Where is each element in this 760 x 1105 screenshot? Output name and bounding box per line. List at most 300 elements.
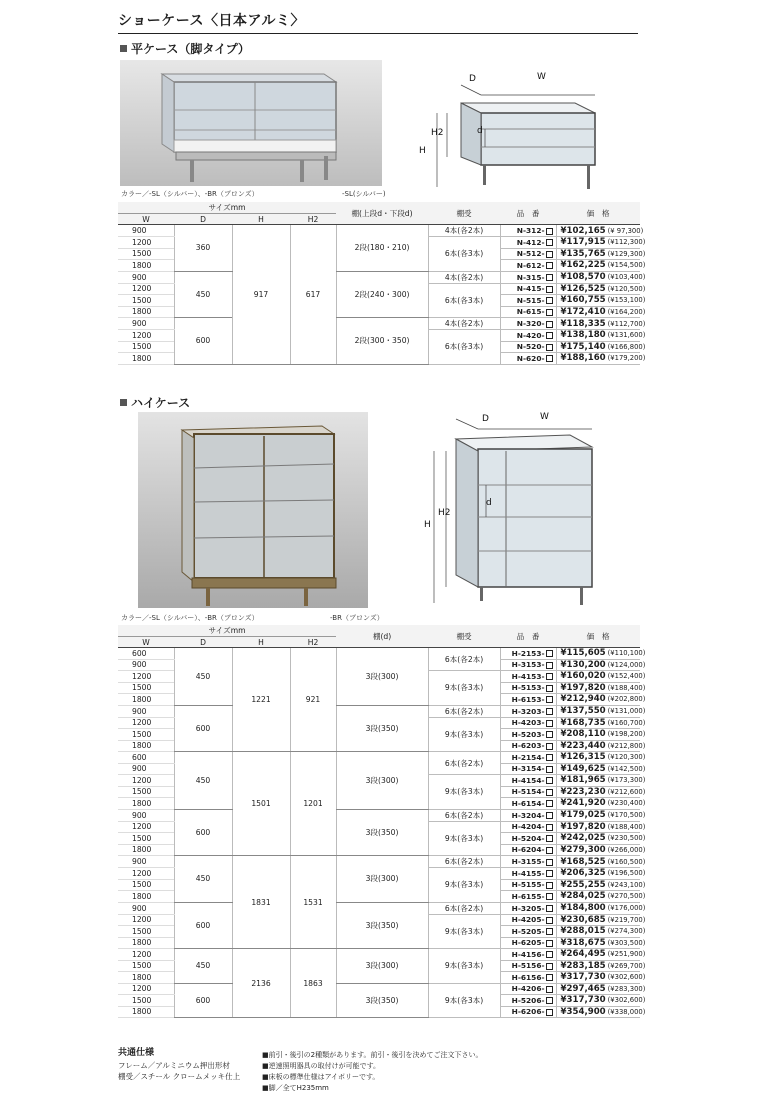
color-checkbox-icon <box>546 812 553 819</box>
price-value: ¥230,685 <box>560 914 606 925</box>
high-heading-text: ハイケース <box>131 396 191 410</box>
price-value: ¥181,965 <box>560 775 606 786</box>
color-checkbox-icon <box>546 309 553 316</box>
price-cell <box>556 283 646 295</box>
shelf-cell: 3段(350) <box>336 705 428 752</box>
price-excl-tax: (¥230,400) <box>607 799 646 808</box>
product-code-cell <box>500 248 556 260</box>
table-row <box>118 949 640 961</box>
color-checkbox-icon <box>546 262 553 269</box>
color-checkbox-icon <box>546 963 553 970</box>
product-code-cell <box>500 341 556 353</box>
price-excl-tax: (¥142,500) <box>607 764 646 773</box>
price-value: ¥242,025 <box>560 833 606 844</box>
product-code-cell <box>500 694 556 706</box>
bracket-cell: 6本(各2本) <box>428 705 500 717</box>
color-checkbox-icon <box>546 789 553 796</box>
bracket-cell: 9本(各3本) <box>428 983 500 1018</box>
width-cell: 1800 <box>118 353 174 365</box>
product-code: H-3154- <box>511 764 545 774</box>
product-code-cell <box>500 318 556 330</box>
product-code-cell <box>500 295 556 307</box>
width-cell: 1500 <box>118 833 174 845</box>
height2-cell: 921 <box>290 648 336 752</box>
bracket-cell: 6本(各2本) <box>428 648 500 671</box>
product-code-cell <box>500 972 556 984</box>
price-cell <box>556 786 646 798</box>
price-cell <box>556 879 646 891</box>
depth-cell: 450 <box>174 271 232 318</box>
depth-cell: 600 <box>174 809 232 856</box>
width-cell: 900 <box>118 856 174 868</box>
price-cell <box>556 983 646 995</box>
price-value: ¥208,110 <box>560 729 606 740</box>
width-cell: 1800 <box>118 844 174 856</box>
color-checkbox-icon <box>546 974 553 981</box>
flat-heading-text: 平ケース（脚タイプ） <box>131 42 250 56</box>
product-code: N-520- <box>516 342 545 352</box>
product-code: H-6153- <box>511 694 545 704</box>
bracket-cell: 6本(各2本) <box>428 809 500 821</box>
price-cell <box>556 949 646 961</box>
price-excl-tax: (¥196,500) <box>607 869 646 878</box>
width-cell: 900 <box>118 809 174 821</box>
product-code-cell <box>500 330 556 342</box>
product-code: H-5204- <box>511 833 545 843</box>
high-h-header: H <box>232 637 290 648</box>
price-value: ¥317,730 <box>560 995 606 1006</box>
product-code: N-620- <box>516 353 545 363</box>
width-cell: 900 <box>118 271 174 283</box>
color-checkbox-icon <box>546 824 553 831</box>
price-cell <box>556 914 646 926</box>
price-excl-tax: (¥302,600) <box>607 973 646 982</box>
shelf-cell: 3段(350) <box>336 983 428 1018</box>
bracket-cell: 6本(各2本) <box>428 902 500 914</box>
common-spec-notes <box>118 1048 240 1083</box>
order-note-line: ■逆速照明器具の取付けが可能です。 <box>262 1062 381 1070</box>
shelf-cell: 2段(300・350) <box>336 318 428 365</box>
product-code: H-4206- <box>511 984 545 994</box>
width-cell: 1200 <box>118 914 174 926</box>
title-rule <box>118 33 638 34</box>
high-color-caption: カラー／-SL（シルバー）、-BR（ブロンズ） <box>121 614 259 622</box>
price-excl-tax: (¥230,500) <box>607 834 646 843</box>
product-code-cell <box>500 821 556 833</box>
high-spec-table <box>118 625 646 1018</box>
product-code-cell <box>500 271 556 283</box>
depth-cell: 450 <box>174 752 232 810</box>
price-value: ¥108,570 <box>560 272 606 282</box>
color-checkbox-icon <box>546 685 553 692</box>
flat-case-diagram <box>415 65 615 193</box>
price-value: ¥117,915 <box>560 237 606 248</box>
price-cell <box>556 659 646 671</box>
table-row <box>118 271 640 283</box>
product-code-cell <box>500 353 556 365</box>
price-cell <box>556 752 646 764</box>
price-excl-tax: (¥103,400) <box>607 273 646 281</box>
price-excl-tax: (¥ 97,300) <box>607 226 644 235</box>
price-excl-tax: (¥188,400) <box>607 822 646 831</box>
price-value: ¥137,550 <box>560 706 606 716</box>
color-checkbox-icon <box>546 893 553 900</box>
product-code: H-5203- <box>511 729 545 739</box>
price-excl-tax: (¥166,800) <box>607 342 646 351</box>
price-cell <box>556 237 646 249</box>
bracket-cell: 9本(各3本) <box>428 914 500 949</box>
price-excl-tax: (¥152,400) <box>607 672 646 681</box>
price-cell <box>556 717 646 729</box>
price-excl-tax: (¥274,300) <box>607 927 646 936</box>
price-value: ¥197,820 <box>560 682 606 693</box>
width-cell: 1500 <box>118 926 174 938</box>
product-code-cell <box>500 648 556 660</box>
price-cell <box>556 248 646 260</box>
shelf-cell: 3段(300) <box>336 648 428 706</box>
width-cell: 1200 <box>118 283 174 295</box>
flat-size-header: サイズmm <box>118 202 336 214</box>
high-code-header: 品 番 <box>500 625 556 648</box>
table-row <box>118 902 640 914</box>
product-code: H-5156- <box>511 961 545 971</box>
color-checkbox-icon <box>546 905 553 912</box>
product-code-cell <box>500 659 556 671</box>
price-cell <box>556 353 646 365</box>
common-spec-line: 棚受／スチール クロームメッキ仕上 <box>118 1072 241 1081</box>
price-excl-tax: (¥153,100) <box>607 296 646 305</box>
height-cell: 2136 <box>232 949 290 1018</box>
product-code: N-420- <box>516 330 545 340</box>
color-checkbox-icon <box>546 870 553 877</box>
product-code: H-5205- <box>511 926 545 936</box>
shelf-cell: 2段(180・210) <box>336 225 428 272</box>
product-code: H-3155- <box>511 857 545 866</box>
width-cell: 1200 <box>118 237 174 249</box>
product-code-cell <box>500 983 556 995</box>
product-code: N-512- <box>516 249 545 259</box>
width-cell: 1200 <box>118 821 174 833</box>
product-code: H-5155- <box>511 880 545 890</box>
color-checkbox-icon <box>546 800 553 807</box>
price-excl-tax: (¥251,900) <box>607 950 646 959</box>
product-code-cell <box>500 809 556 821</box>
price-value: ¥223,440 <box>560 740 606 751</box>
table-row <box>118 225 640 237</box>
product-code: H-2153- <box>511 648 545 658</box>
color-checkbox-icon <box>546 766 553 773</box>
color-checkbox-icon <box>546 882 553 889</box>
color-checkbox-icon <box>546 777 553 784</box>
flat-bracket-header: 棚受 <box>428 202 500 225</box>
color-checkbox-icon <box>546 951 553 958</box>
product-code-cell <box>500 960 556 972</box>
width-cell: 1500 <box>118 295 174 307</box>
price-cell <box>556 1006 646 1018</box>
shelf-cell: 3段(300) <box>336 856 428 903</box>
price-value: ¥135,765 <box>560 248 606 259</box>
product-code: N-415- <box>516 284 545 294</box>
height-cell: 917 <box>232 225 290 365</box>
high-dim-h: H <box>424 520 431 530</box>
product-code: H-6205- <box>511 938 545 948</box>
order-note-line: ■床板の標準仕様はアイボリーです。 <box>262 1073 380 1081</box>
flat-dim-w: W <box>537 72 546 82</box>
product-code-cell <box>500 729 556 741</box>
bracket-cell: 6本(各3本) <box>428 237 500 272</box>
width-cell: 1500 <box>118 248 174 260</box>
flat-shelf-header: 棚(上段d・下段d) <box>336 202 428 225</box>
product-code-cell <box>500 237 556 249</box>
width-cell: 1800 <box>118 260 174 272</box>
price-cell <box>556 729 646 741</box>
price-value: ¥264,495 <box>560 949 606 960</box>
price-cell <box>556 330 646 342</box>
product-code-cell <box>500 937 556 949</box>
depth-cell: 450 <box>174 648 232 706</box>
width-cell: 1500 <box>118 960 174 972</box>
price-excl-tax: (¥219,700) <box>607 915 646 924</box>
price-value: ¥354,900 <box>560 1006 606 1017</box>
price-cell <box>556 306 646 318</box>
product-code-cell <box>500 995 556 1007</box>
price-value: ¥297,465 <box>560 983 606 994</box>
color-checkbox-icon <box>546 720 553 727</box>
color-checkbox-icon <box>546 754 553 761</box>
price-value: ¥255,255 <box>560 879 606 890</box>
width-cell: 900 <box>118 902 174 914</box>
product-code-cell <box>500 868 556 880</box>
price-excl-tax: (¥243,100) <box>607 880 646 889</box>
price-value: ¥223,230 <box>560 786 606 797</box>
bracket-cell: 6本(各2本) <box>428 752 500 775</box>
depth-cell: 600 <box>174 902 232 949</box>
flat-dim-shelf-d: d <box>477 126 483 136</box>
high-dim-w: W <box>540 412 549 422</box>
product-code: N-312- <box>516 226 545 235</box>
width-cell: 1500 <box>118 995 174 1007</box>
flat-color-caption: カラー／-SL（シルバー）、-BR（ブロンズ） <box>121 190 259 198</box>
color-checkbox-icon <box>546 286 553 293</box>
product-code-cell <box>500 705 556 717</box>
color-checkbox-icon <box>546 650 553 657</box>
table-row <box>118 648 640 660</box>
product-code-cell <box>500 844 556 856</box>
price-cell <box>556 271 646 283</box>
price-value: ¥149,625 <box>560 763 606 774</box>
high-shelf-header: 棚(d) <box>336 625 428 648</box>
square-bullet-icon <box>120 45 127 52</box>
width-cell: 1500 <box>118 341 174 353</box>
price-value: ¥168,525 <box>560 856 606 867</box>
width-cell: 900 <box>118 225 174 237</box>
price-value: ¥283,185 <box>560 960 606 971</box>
high-h2-header: H2 <box>290 637 336 648</box>
width-cell: 1200 <box>118 671 174 683</box>
flat-h-header: H <box>232 214 290 225</box>
bracket-cell: 9本(各3本) <box>428 775 500 810</box>
shelf-cell: 3段(350) <box>336 902 428 949</box>
price-excl-tax: (¥154,500) <box>607 261 646 270</box>
color-checkbox-icon <box>546 662 553 669</box>
price-cell <box>556 225 644 237</box>
product-code-cell <box>500 786 556 798</box>
price-value: ¥175,140 <box>560 341 606 352</box>
price-cell <box>556 260 646 272</box>
price-excl-tax: (¥160,500) <box>607 857 646 866</box>
price-value: ¥318,675 <box>560 937 606 948</box>
price-excl-tax: (¥120,500) <box>607 284 646 293</box>
price-excl-tax: (¥198,200) <box>607 730 646 739</box>
color-checkbox-icon <box>546 332 553 339</box>
width-cell: 1800 <box>118 891 174 903</box>
color-checkbox-icon <box>546 297 553 304</box>
height2-cell: 617 <box>290 225 336 365</box>
product-code-cell <box>500 260 556 272</box>
product-code: H-5153- <box>511 683 545 693</box>
product-code: H-5154- <box>511 787 545 797</box>
product-code-cell <box>500 856 556 868</box>
flat-w-header: W <box>118 214 174 225</box>
color-checkbox-icon <box>546 997 553 1004</box>
price-excl-tax: (¥179,200) <box>607 354 646 363</box>
product-code-cell <box>500 740 556 752</box>
common-spec-heading: 共通仕様 <box>118 1048 155 1058</box>
bracket-cell: 9本(各3本) <box>428 949 500 984</box>
bracket-cell: 6本(各3本) <box>428 283 500 318</box>
width-cell: 900 <box>118 318 174 330</box>
width-cell: 1800 <box>118 798 174 810</box>
flat-code-header: 品 番 <box>500 202 556 225</box>
price-excl-tax: (¥170,500) <box>607 811 646 819</box>
table-row <box>118 705 640 717</box>
width-cell: 900 <box>118 705 174 717</box>
width-cell: 1500 <box>118 879 174 891</box>
color-checkbox-icon <box>546 696 553 703</box>
price-cell <box>556 902 646 914</box>
color-checkbox-icon <box>546 731 553 738</box>
price-excl-tax: (¥212,800) <box>607 741 646 750</box>
high-case-diagram <box>420 405 620 615</box>
color-checkbox-icon <box>546 344 553 351</box>
price-cell <box>556 775 646 787</box>
price-value: ¥212,940 <box>560 694 606 705</box>
price-cell <box>556 763 646 775</box>
width-cell: 1500 <box>118 682 174 694</box>
product-code-cell <box>500 914 556 926</box>
product-code: H-5206- <box>511 995 545 1005</box>
height-cell: 1831 <box>232 856 290 949</box>
product-code: H-3153- <box>511 660 545 670</box>
product-code: H-6154- <box>511 798 545 808</box>
high-size-header: サイズmm <box>118 625 336 637</box>
price-value: ¥279,300 <box>560 844 606 855</box>
depth-cell: 450 <box>174 856 232 903</box>
price-excl-tax: (¥124,000) <box>607 660 646 669</box>
depth-cell: 600 <box>174 705 232 752</box>
bracket-cell: 9本(各3本) <box>428 821 500 856</box>
price-value: ¥126,315 <box>560 752 606 763</box>
product-code-cell <box>500 926 556 938</box>
bracket-cell: 9本(各3本) <box>428 717 500 752</box>
square-bullet-icon <box>120 399 127 406</box>
table-row <box>118 856 640 868</box>
price-value: ¥138,180 <box>560 330 606 341</box>
product-code-cell <box>500 717 556 729</box>
price-excl-tax: (¥173,300) <box>607 776 646 785</box>
shelf-cell: 2段(240・300) <box>336 271 428 318</box>
color-checkbox-icon <box>546 835 553 842</box>
flat-color-caption-right: -SL(シルバー) <box>342 190 386 198</box>
width-cell: 1200 <box>118 330 174 342</box>
product-code-cell <box>500 225 556 237</box>
product-code-cell <box>500 682 556 694</box>
color-checkbox-icon <box>546 274 553 281</box>
high-w-header: W <box>118 637 174 648</box>
high-dim-shelf-d: d <box>486 498 492 508</box>
width-cell: 900 <box>118 659 174 671</box>
width-cell: 1200 <box>118 949 174 961</box>
product-code: H-4205- <box>511 915 545 925</box>
flat-h2-header: H2 <box>290 214 336 225</box>
height-cell: 1501 <box>232 752 290 856</box>
price-cell <box>556 821 646 833</box>
width-cell: 1200 <box>118 868 174 880</box>
bracket-cell: 6本(各2本) <box>428 856 500 868</box>
high-case-photo <box>138 412 368 608</box>
color-checkbox-icon <box>546 228 553 235</box>
price-excl-tax: (¥112,300) <box>607 238 646 247</box>
price-value: ¥179,025 <box>560 810 606 820</box>
product-code: H-4156- <box>511 949 545 959</box>
color-checkbox-icon <box>546 1009 553 1016</box>
product-code: H-6206- <box>511 1007 545 1017</box>
high-bracket-header: 棚受 <box>428 625 500 648</box>
table-row <box>118 809 640 821</box>
price-value: ¥172,410 <box>560 306 606 317</box>
product-code-cell <box>500 891 556 903</box>
product-code: H-4204- <box>511 822 545 832</box>
flat-dim-h2: H2 <box>431 128 444 138</box>
width-cell: 1800 <box>118 740 174 752</box>
shelf-cell: 3段(350) <box>336 809 428 856</box>
product-code-cell <box>500 775 556 787</box>
price-excl-tax: (¥202,800) <box>607 695 646 704</box>
product-code: H-4155- <box>511 868 545 878</box>
price-cell <box>556 833 646 845</box>
high-price-header: 価 格 <box>556 625 640 648</box>
price-excl-tax: (¥131,000) <box>607 707 646 715</box>
product-code: H-6156- <box>511 972 545 982</box>
order-notes <box>262 1050 483 1094</box>
price-value: ¥184,800 <box>560 903 606 913</box>
product-code-cell <box>500 949 556 961</box>
product-code-cell <box>500 879 556 891</box>
product-code: N-612- <box>516 260 545 270</box>
product-code: N-315- <box>516 272 545 282</box>
bracket-cell: 4本(各2本) <box>428 225 500 237</box>
width-cell: 1800 <box>118 937 174 949</box>
color-checkbox-icon <box>546 251 553 258</box>
price-cell <box>556 705 646 717</box>
depth-cell: 450 <box>174 949 232 984</box>
bracket-cell: 6本(各3本) <box>428 330 500 365</box>
price-value: ¥288,015 <box>560 926 606 937</box>
product-code-cell <box>500 798 556 810</box>
color-checkbox-icon <box>546 917 553 924</box>
table-row <box>118 983 640 995</box>
depth-cell: 360 <box>174 225 232 272</box>
